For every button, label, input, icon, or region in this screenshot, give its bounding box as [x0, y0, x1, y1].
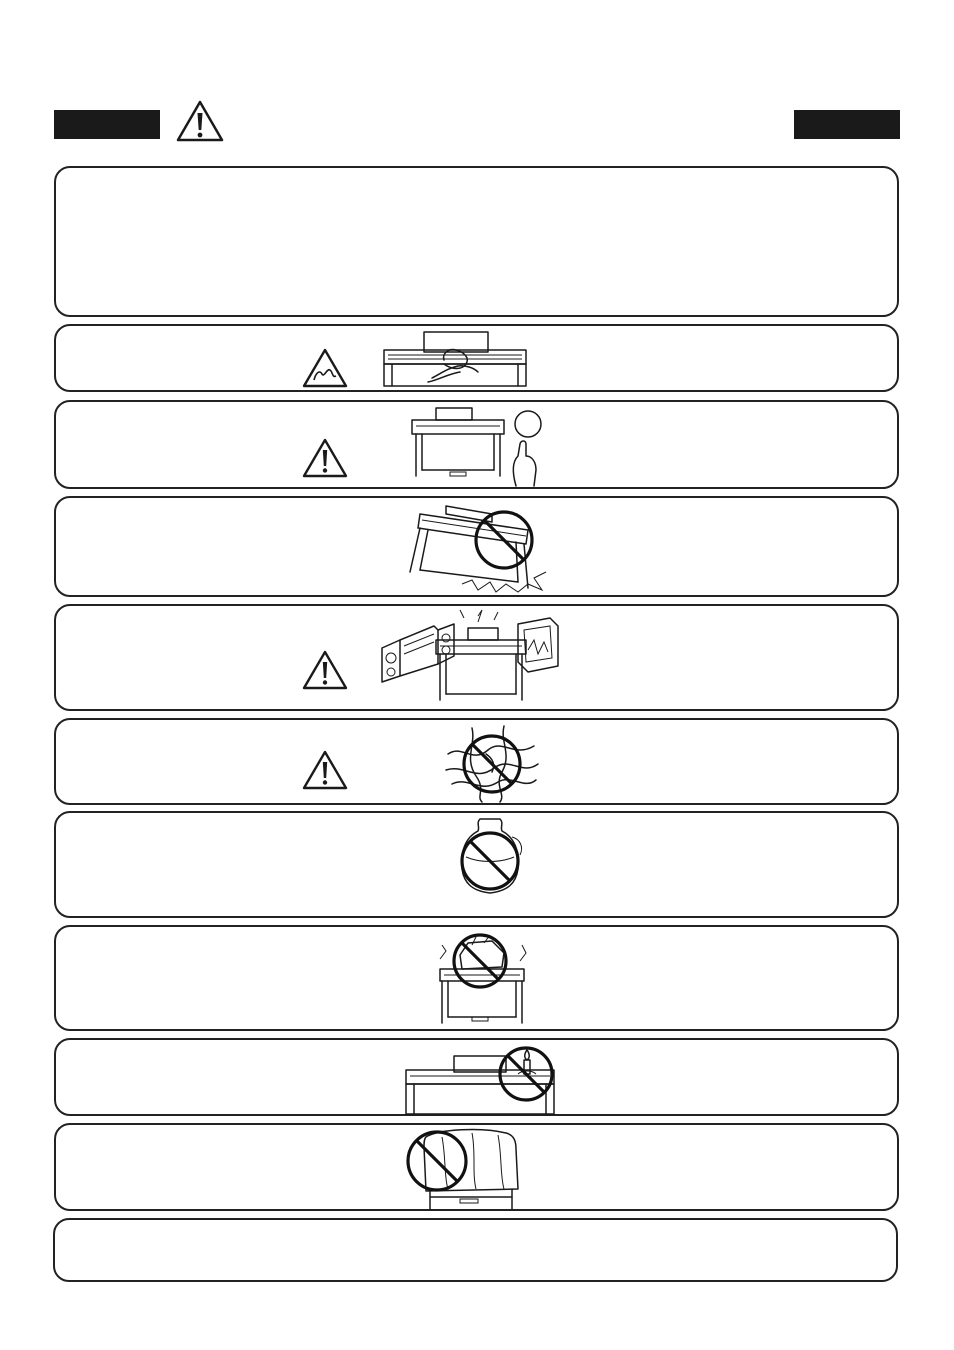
panel-wet-hands	[54, 324, 899, 392]
caution-icon	[302, 438, 348, 478]
piano-heavy-object-illustration	[432, 931, 532, 1027]
footer-panel	[53, 1218, 898, 1282]
caution-icon	[302, 750, 348, 790]
panel-no-open-flame	[54, 1038, 899, 1116]
panel-unplug	[54, 400, 899, 489]
intro-panel	[54, 166, 899, 317]
electric-shock-warning-icon	[302, 348, 348, 388]
panel-no-cover	[54, 1123, 899, 1211]
header-bar-right	[794, 110, 900, 139]
panel-pedal-surface	[54, 496, 899, 597]
piano-hands-illustration	[382, 330, 532, 388]
caution-icon	[302, 650, 348, 690]
electrical-devices-illustration	[378, 610, 564, 706]
piano-candle-illustration	[402, 1042, 562, 1116]
panel-electrical-interference	[54, 604, 899, 711]
piano-covered-illustration	[402, 1127, 528, 1211]
piano-tilted-illustration	[406, 500, 556, 596]
panel-no-heavy-objects	[54, 925, 899, 1031]
piano-unplug-illustration	[408, 406, 548, 486]
panel-no-liquids	[54, 811, 899, 918]
panel-cable-tangle	[54, 718, 899, 805]
header-bar-left	[54, 110, 160, 139]
tangled-cables-illustration	[442, 724, 542, 804]
warning-triangle-icon	[176, 100, 224, 142]
vase-liquid-illustration	[450, 817, 530, 897]
